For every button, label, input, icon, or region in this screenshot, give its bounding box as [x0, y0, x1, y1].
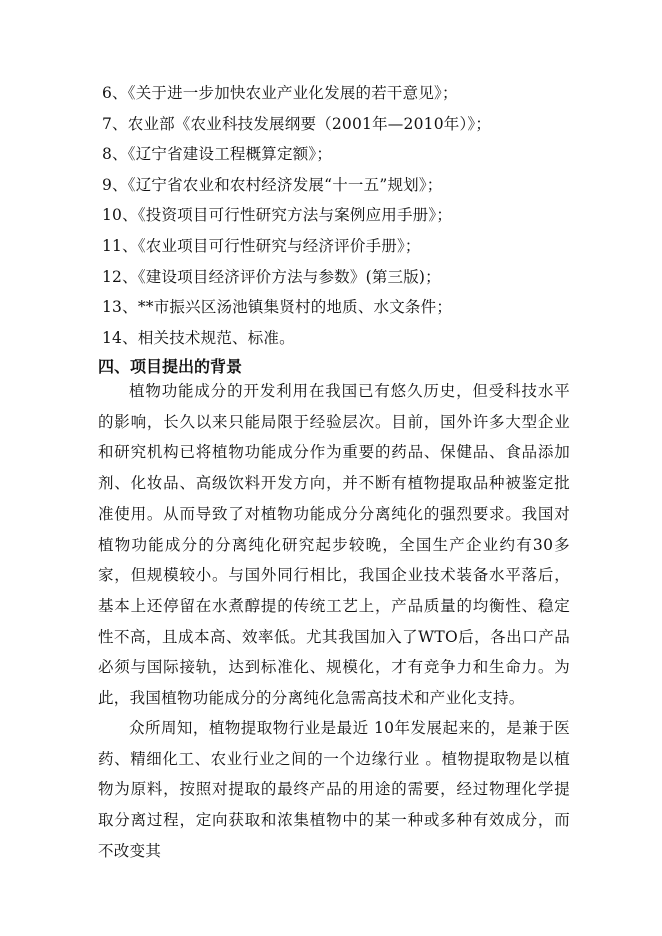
reference-item: 10、《投资项目可行性研究方法与案例应用手册》；	[102, 206, 453, 225]
reference-list	[102, 78, 491, 353]
reference-item: 8、《辽宁省建设工程概算定额》；	[102, 145, 333, 164]
body-paragraph: 植物功能成分的开发利用在我国已有悠久历史，但受科技水平的影响，长久以来只能局限于经验层次。目前，国外许多大型企业和研究机构已将植物功能成分作为重要的药品、保健品、食品添加剂、化妆品、高级饮料开发方向，并不断有植物提取品种被鉴定批准使用。从而导致了对植物功能成分分离纯化的强烈要求。我国对植物功能成分的分离纯化研究起步较晚，全国生产企业约有30多家，但规模较小。与国外同行相比，我国企业技术装备水平落后，基本上还停留在水煮醇提的传统工艺上，产品质量的均衡性、稳定性不高，且成本高、效率低。尤其我国加入了WTO后，各出口产品必须与国际接轨，达到标准化、规模化，才有竞争力和生命力。为此，我国植物功能成分的分离纯化急需高技术和产业化支持。	[98, 382, 570, 708]
reference-item: 9、《辽宁省农业和农村经济发展“十一五”规划》；	[102, 175, 443, 194]
reference-item: 14、相关技术规范、标准。	[102, 328, 295, 347]
reference-item: 12、《建设项目经济评价方法与参数》(第三版)；	[102, 267, 441, 286]
reference-item: 6、《关于进一步加快农业产业化发展的若干意见》；	[102, 84, 458, 102]
section-heading: 四、项目提出的背景	[98, 357, 243, 376]
body-paragraph: 众所周知，植物提取物行业是最近 10年发展起来的，是兼于医药、精细化工、农业行业之间的一个边缘行业 。植物提取物是以植物为原料，按照对提取的最终产品的用途的需要，经过物理化学提取分离过程，定向获取和浓集植物中的某一种或多种有效成分，而不改变其	[98, 719, 570, 860]
reference-item: 7、农业部《农业科技发展纲要（2001年—2010年）》；	[102, 114, 492, 133]
reference-item: 13、**市振兴区汤池镇集贤村的地质、水文条件；	[102, 298, 453, 317]
reference-item: 11、《农业项目可行性研究与经济评价手册》；	[102, 236, 421, 255]
